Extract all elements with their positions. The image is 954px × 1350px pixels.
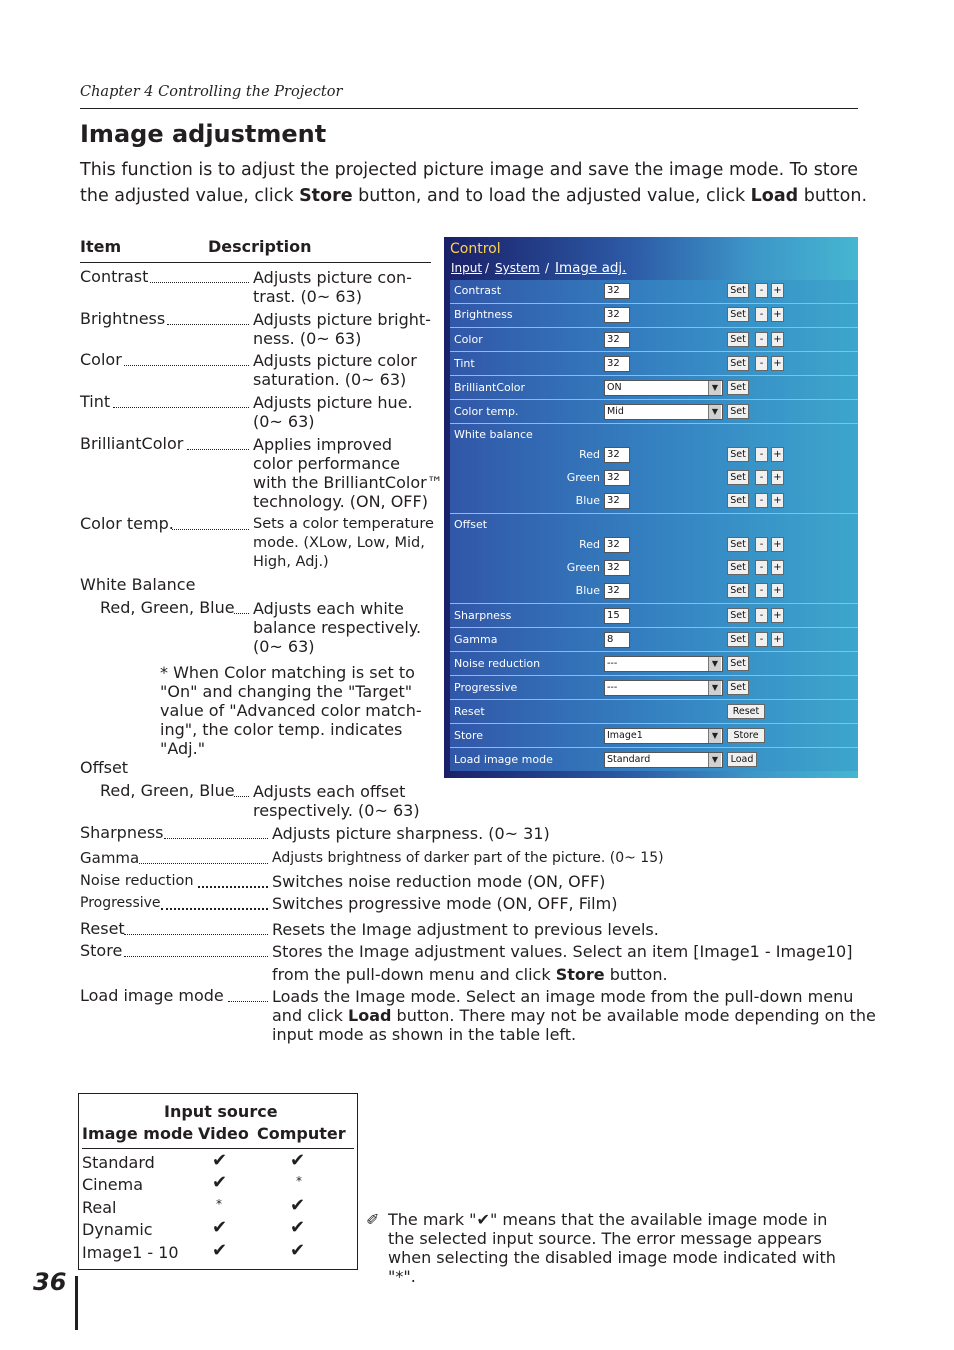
offset-label-red: Red — [579, 538, 600, 551]
desc-store-bold: Store — [555, 965, 605, 984]
panel-row-contrast — [450, 280, 858, 304]
compat-row-video: ✔ — [212, 1217, 228, 1238]
desc-tint: Adjusts picture hue. (0~ 63) — [253, 393, 413, 431]
brightness-set-button[interactable]: Set — [727, 307, 749, 322]
desc-colortemp: Sets a color temperature mode. (XLow, Low, Mid, High, Adj.) — [253, 516, 434, 570]
note-text-2: " means that the available image mode in the selected input source. The error message appears when selecting the disabled image mode indicated with "*". — [388, 1210, 836, 1286]
panel-row-reset — [450, 700, 858, 724]
wb-red-minus-button[interactable]: - — [755, 447, 768, 462]
term-colortemp: Color temp. — [80, 514, 174, 533]
term-reset: Reset — [80, 919, 125, 938]
term-brightness: Brightness — [80, 309, 166, 328]
compat-row-computer: ✔ — [290, 1195, 306, 1216]
tint-set-button[interactable]: Set — [727, 356, 749, 371]
sharpness-plus-button[interactable]: + — [771, 608, 784, 623]
leader-dots — [234, 603, 249, 614]
desc-brilliantcolor: Applies improved color performance with the BrilliantColor™ technology. (ON, OFF) — [253, 435, 443, 511]
intro-text-2: button, and to load the adjusted value, click — [352, 186, 751, 206]
panel-label-noise: Noise reduction — [454, 657, 541, 670]
wb-blue-input[interactable]: 32 — [604, 493, 630, 509]
offset-blue-set-button[interactable]: Set — [727, 583, 749, 598]
brightness-plus-button[interactable]: + — [771, 307, 784, 322]
panel-label-progressive: Progressive — [454, 681, 518, 694]
color-plus-button[interactable]: + — [771, 332, 784, 347]
compat-row-mode: Image1 - 10 — [82, 1243, 179, 1262]
panel-label-reset: Reset — [454, 705, 485, 718]
wb-green-set-button[interactable]: Set — [727, 470, 749, 485]
contrast-set-button[interactable]: Set — [727, 283, 749, 298]
wb-blue-minus-button[interactable]: - — [755, 493, 768, 508]
offset-green-minus-button[interactable]: - — [755, 560, 768, 575]
panel-label-contrast: Contrast — [454, 284, 502, 297]
leader-dots — [124, 946, 268, 957]
panel-section-offset — [450, 514, 858, 604]
desc-reset: Resets the Image adjustment to previous levels. — [272, 920, 659, 939]
gamma-set-button[interactable]: Set — [727, 632, 749, 647]
contrast-input[interactable]: 32 — [604, 283, 630, 299]
panel-row-gamma — [450, 628, 858, 652]
column-header-description: Description — [208, 237, 312, 256]
sharpness-set-button[interactable]: Set — [727, 608, 749, 623]
intro-paragraph — [80, 157, 870, 209]
leader-dots — [124, 924, 268, 935]
wb-red-plus-button[interactable]: + — [771, 447, 784, 462]
page-number: 36 — [33, 1268, 67, 1296]
leader-dots — [167, 314, 249, 325]
desc-load-text: and click — [272, 1006, 349, 1025]
leader-dots — [172, 519, 249, 530]
whitebalance-note: * When Color matching is set to "On" and changing the "Target" value of "Advanced color match- ing", the color temp. indicates "Adj." — [160, 663, 422, 758]
wb-red-set-button[interactable]: Set — [727, 447, 749, 462]
leader-dots — [113, 397, 249, 408]
compat-header-image-mode: Image mode — [82, 1124, 194, 1143]
term-whitebalance-rgb: Red, Green, Blue — [100, 598, 235, 617]
compat-row-computer: ✔ — [290, 1217, 306, 1238]
color-minus-button[interactable]: - — [755, 332, 768, 347]
desc-offset: Adjusts each offset respectively. (0~ 63) — [253, 782, 420, 820]
leader-dots — [234, 786, 249, 797]
desc-contrast: Adjusts picture con- trast. (0~ 63) — [253, 268, 412, 306]
desc-load-bold: Load — [348, 1006, 392, 1025]
breadcrumb-image-adj: Image adj. — [555, 260, 627, 276]
panel-label-sharpness: Sharpness — [454, 609, 512, 622]
compat-row-computer: * — [296, 1174, 302, 1188]
gamma-plus-button[interactable]: + — [771, 632, 784, 647]
chevron-down-icon[interactable]: ▼ — [708, 381, 721, 395]
compat-header-computer: Computer — [257, 1124, 346, 1143]
term-brilliantcolor: BrilliantColor — [80, 434, 184, 453]
wb-blue-set-button[interactable]: Set — [727, 493, 749, 508]
term-sharpness: Sharpness — [80, 823, 164, 842]
intro-text-1: This function is to adjust the projected picture image and save the image mode. To store the adjusted value, click — [80, 160, 858, 206]
note-text — [388, 1210, 848, 1286]
breadcrumb-input[interactable]: Input — [451, 261, 483, 275]
leader-dots — [139, 853, 268, 864]
pencil-icon: ✐ — [366, 1210, 380, 1229]
brightness-minus-button[interactable]: - — [755, 307, 768, 322]
term-color: Color — [80, 350, 122, 369]
gamma-input[interactable]: 8 — [604, 632, 630, 648]
offset-green-input[interactable]: 32 — [604, 560, 630, 576]
compat-header-rule — [82, 1148, 354, 1149]
panel-label-tint: Tint — [454, 357, 475, 370]
load-button[interactable]: Load — [727, 752, 757, 767]
compat-row-mode: Real — [82, 1198, 117, 1217]
offset-red-minus-button[interactable]: - — [755, 537, 768, 552]
wb-green-input[interactable]: 32 — [604, 470, 630, 486]
brilliantcolor-set-button[interactable]: Set — [727, 380, 749, 395]
chevron-down-icon[interactable]: ▼ — [708, 681, 721, 695]
desc-load-text-end: button. There may not be available mode depending on the — [391, 1006, 876, 1025]
compat-row-computer: ✔ — [290, 1240, 306, 1261]
desc-progressive: Switches progressive mode (ON, OFF, Film) — [272, 894, 618, 913]
contrast-minus-button[interactable]: - — [755, 283, 768, 298]
breadcrumb-system[interactable]: System — [495, 261, 540, 275]
progressive-select[interactable]: --- — [604, 680, 723, 696]
chevron-down-icon[interactable]: ▼ — [708, 729, 721, 743]
note-text-1: The mark " — [388, 1210, 477, 1229]
colortemp-set-button[interactable]: Set — [727, 404, 749, 419]
chevron-down-icon[interactable]: ▼ — [708, 753, 721, 767]
term-noise-reduction: Noise reduction — [80, 873, 194, 889]
reset-button[interactable]: Reset — [727, 704, 765, 719]
compat-row-mode: Dynamic — [82, 1220, 153, 1239]
compat-row-video: ✔ — [212, 1172, 228, 1193]
chevron-down-icon[interactable]: ▼ — [708, 657, 721, 671]
brightness-input[interactable]: 32 — [604, 307, 630, 323]
offset-label-blue: Blue — [575, 584, 600, 597]
gamma-minus-button[interactable]: - — [755, 632, 768, 647]
sharpness-input[interactable]: 15 — [604, 608, 630, 624]
leader-dots — [198, 876, 268, 888]
column-header-item: Item — [80, 237, 122, 256]
desc-store-line1: Stores the Image adjustment values. Select an item [Image1 - Image10] — [272, 942, 853, 961]
offset-blue-plus-button[interactable]: + — [771, 583, 784, 598]
intro-store-bold: Store — [299, 186, 353, 206]
intro-load-bold: Load — [750, 186, 799, 206]
compat-row-mode: Standard — [82, 1153, 155, 1172]
store-button[interactable]: Store — [727, 728, 765, 743]
offset-red-set-button[interactable]: Set — [727, 537, 749, 552]
header-rule — [80, 108, 858, 109]
term-load-image-mode: Load image mode — [80, 986, 224, 1005]
panel-label-brilliantcolor: BrilliantColor — [454, 381, 526, 394]
desc-brightness: Adjusts picture bright- ness. (0~ 63) — [253, 310, 431, 348]
leader-dots — [228, 991, 268, 1002]
compat-header-input-source: Input source — [164, 1102, 278, 1121]
desc-sharpness: Adjusts picture sharpness. (0~ 31) — [272, 824, 550, 843]
panel-label-colortemp: Color temp. — [454, 405, 519, 418]
leader-dots — [124, 355, 249, 366]
brilliantcolor-select[interactable]: ON — [604, 380, 723, 396]
wb-label-blue: Blue — [575, 494, 600, 507]
desc-load-line1: Loads the Image mode. Select an image mode from the pull-down menu — [272, 987, 854, 1006]
panel-label-offset: Offset — [454, 518, 488, 531]
wb-green-minus-button[interactable]: - — [755, 470, 768, 485]
leader-dots — [187, 439, 249, 450]
wb-green-plus-button[interactable]: + — [771, 470, 784, 485]
offset-green-set-button[interactable]: Set — [727, 560, 749, 575]
term-progressive: Progressive — [80, 895, 161, 911]
desc-whitebalance: Adjusts each white balance respectively. (0~ 63) — [253, 599, 422, 656]
offset-green-plus-button[interactable]: + — [771, 560, 784, 575]
term-tint: Tint — [80, 392, 111, 411]
colortemp-select[interactable]: Mid — [604, 404, 723, 420]
sharpness-minus-button[interactable]: - — [755, 608, 768, 623]
term-gamma: Gamma — [80, 849, 140, 867]
desc-load-line3: input mode as shown in the table left. — [272, 1025, 577, 1044]
compat-row-video: ✔ — [212, 1150, 228, 1171]
desc-color: Adjusts picture color saturation. (0~ 63) — [253, 351, 417, 389]
desc-load-line2 — [272, 1006, 876, 1025]
chapter-header: Chapter 4 Controlling the Projector — [80, 84, 343, 100]
progressive-set-button[interactable]: Set — [727, 680, 749, 695]
breadcrumb-separator: / — [485, 261, 490, 275]
note-check-mark: ✔ — [476, 1210, 490, 1229]
offset-red-plus-button[interactable]: + — [771, 537, 784, 552]
tint-input[interactable]: 32 — [604, 356, 630, 372]
panel-label-whitebalance: White balance — [454, 428, 533, 441]
desc-store-line2 — [272, 965, 668, 984]
leader-dots — [150, 272, 249, 283]
term-store: Store — [80, 941, 123, 960]
panel-title: Control — [450, 241, 501, 257]
leader-dots — [161, 898, 268, 910]
compat-row-video: ✔ — [212, 1240, 228, 1261]
desc-store-text: from the pull-down menu and click — [272, 965, 556, 984]
intro-text-3: button. — [798, 186, 868, 206]
store-select[interactable]: Image1 — [604, 728, 723, 744]
panel-label-load: Load image mode — [454, 753, 553, 766]
panel-label-store: Store — [454, 729, 484, 742]
contrast-plus-button[interactable]: + — [771, 283, 784, 298]
compat-row-video: * — [216, 1197, 222, 1211]
tint-minus-button[interactable]: - — [755, 356, 768, 371]
term-contrast: Contrast — [80, 267, 149, 286]
page-title: Image adjustment — [80, 120, 327, 148]
compat-header-video: Video — [198, 1124, 249, 1143]
term-whitebalance: White Balance — [80, 575, 196, 594]
tint-plus-button[interactable]: + — [771, 356, 784, 371]
term-offset-rgb: Red, Green, Blue — [100, 781, 235, 800]
panel-row-color — [450, 328, 858, 352]
color-set-button[interactable]: Set — [727, 332, 749, 347]
load-select[interactable]: Standard — [604, 752, 723, 768]
leader-dots — [164, 828, 268, 839]
page-number-bar — [75, 1276, 78, 1330]
desc-noise-reduction: Switches noise reduction mode (ON, OFF) — [272, 872, 606, 891]
offset-label-green: Green — [566, 561, 600, 574]
chevron-down-icon[interactable]: ▼ — [708, 405, 721, 419]
term-offset: Offset — [80, 758, 129, 777]
desc-store-text-end: button. — [604, 965, 668, 984]
desc-gamma: Adjusts brightness of darker part of the picture. (0~ 15) — [272, 850, 664, 866]
panel-label-gamma: Gamma — [454, 633, 498, 646]
noise-select[interactable]: --- — [604, 656, 723, 672]
offset-blue-minus-button[interactable]: - — [755, 583, 768, 598]
offset-blue-input[interactable]: 32 — [604, 583, 630, 599]
panel-label-brightness: Brightness — [454, 308, 513, 321]
breadcrumb-separator: / — [545, 261, 550, 275]
compat-row-mode: Cinema — [82, 1175, 143, 1194]
compat-row-computer: ✔ — [290, 1150, 306, 1171]
color-input[interactable]: 32 — [604, 332, 630, 348]
panel-row-tint — [450, 352, 858, 376]
wb-label-green: Green — [566, 471, 600, 484]
wb-label-red: Red — [579, 448, 600, 461]
wb-red-input[interactable]: 32 — [604, 447, 630, 463]
wb-blue-plus-button[interactable]: + — [771, 493, 784, 508]
offset-red-input[interactable]: 32 — [604, 537, 630, 553]
column-header-rule — [80, 262, 431, 263]
noise-set-button[interactable]: Set — [727, 656, 749, 671]
panel-label-color: Color — [454, 333, 483, 346]
